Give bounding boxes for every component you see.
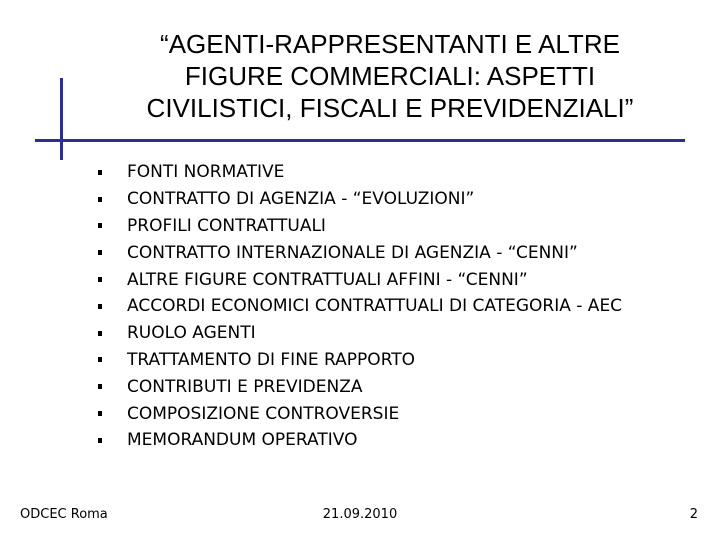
- slide-title-line: “AGENTI-RAPPRESENTANTI E ALTRE: [160, 29, 620, 59]
- bullet-text: TRATTAMENTO DI FINE RAPPORTO: [127, 349, 416, 370]
- bullet-square-icon: [98, 250, 102, 255]
- bullet-item: [98, 400, 622, 427]
- bullet-square-icon: [98, 223, 102, 228]
- bullet-text: MEMORANDUM OPERATIVO: [127, 430, 358, 451]
- bullet-item: [98, 239, 622, 266]
- bullet-square-icon: [98, 170, 102, 175]
- bullet-square-icon: [98, 411, 102, 416]
- bullet-text: ALTRE FIGURE CONTRATTUALI AFFINI - “CENNI”: [127, 269, 528, 290]
- bullet-item: [98, 427, 622, 454]
- bullet-item: [98, 213, 622, 240]
- bullet-square-icon: [98, 438, 102, 443]
- bullet-text: CONTRATTO INTERNAZIONALE DI AGENZIA - “CENNI”: [127, 242, 578, 263]
- bullet-text: COMPOSIZIONE CONTROVERSIE: [127, 403, 400, 424]
- title-accent-vertical-rule: [60, 78, 63, 160]
- bullet-text: ACCORDI ECONOMICI CONTRATTUALI DI CATEGORIA - AEC: [127, 296, 623, 317]
- footer-page-number: 2: [689, 507, 698, 522]
- footer-organization: ODCEC Roma: [20, 507, 108, 522]
- slide-title-line: FIGURE COMMERCIALI: ASPETTI: [184, 61, 596, 91]
- bullet-square-icon: [98, 384, 102, 389]
- bullet-text: RUOLO AGENTI: [127, 323, 256, 344]
- bullet-list: [98, 159, 622, 454]
- title-accent-horizontal-rule: [35, 139, 685, 142]
- bullet-item: [98, 347, 622, 374]
- bullet-square-icon: [98, 331, 102, 336]
- bullet-item: [98, 159, 622, 186]
- bullet-text: CONTRATTO DI AGENZIA - “EVOLUZIONI”: [127, 189, 475, 210]
- bullet-square-icon: [98, 197, 102, 202]
- bullet-text: CONTRIBUTI E PREVIDENZA: [127, 376, 363, 397]
- bullet-item: [98, 320, 622, 347]
- bullet-text: FONTI NORMATIVE: [127, 162, 285, 183]
- bullet-item: [98, 186, 622, 213]
- bullet-text: PROFILI CONTRATTUALI: [127, 215, 326, 236]
- slide-title-line: CIVILISTICI, FISCALI E PREVIDENZIALI”: [146, 93, 634, 123]
- bullet-square-icon: [98, 277, 102, 282]
- footer-date: 21.09.2010: [322, 507, 398, 522]
- bullet-square-icon: [98, 304, 102, 309]
- slide-title: [80, 28, 700, 124]
- bullet-square-icon: [98, 357, 102, 362]
- bullet-item: [98, 293, 622, 320]
- bullet-item: [98, 266, 622, 293]
- bullet-item: [98, 373, 622, 400]
